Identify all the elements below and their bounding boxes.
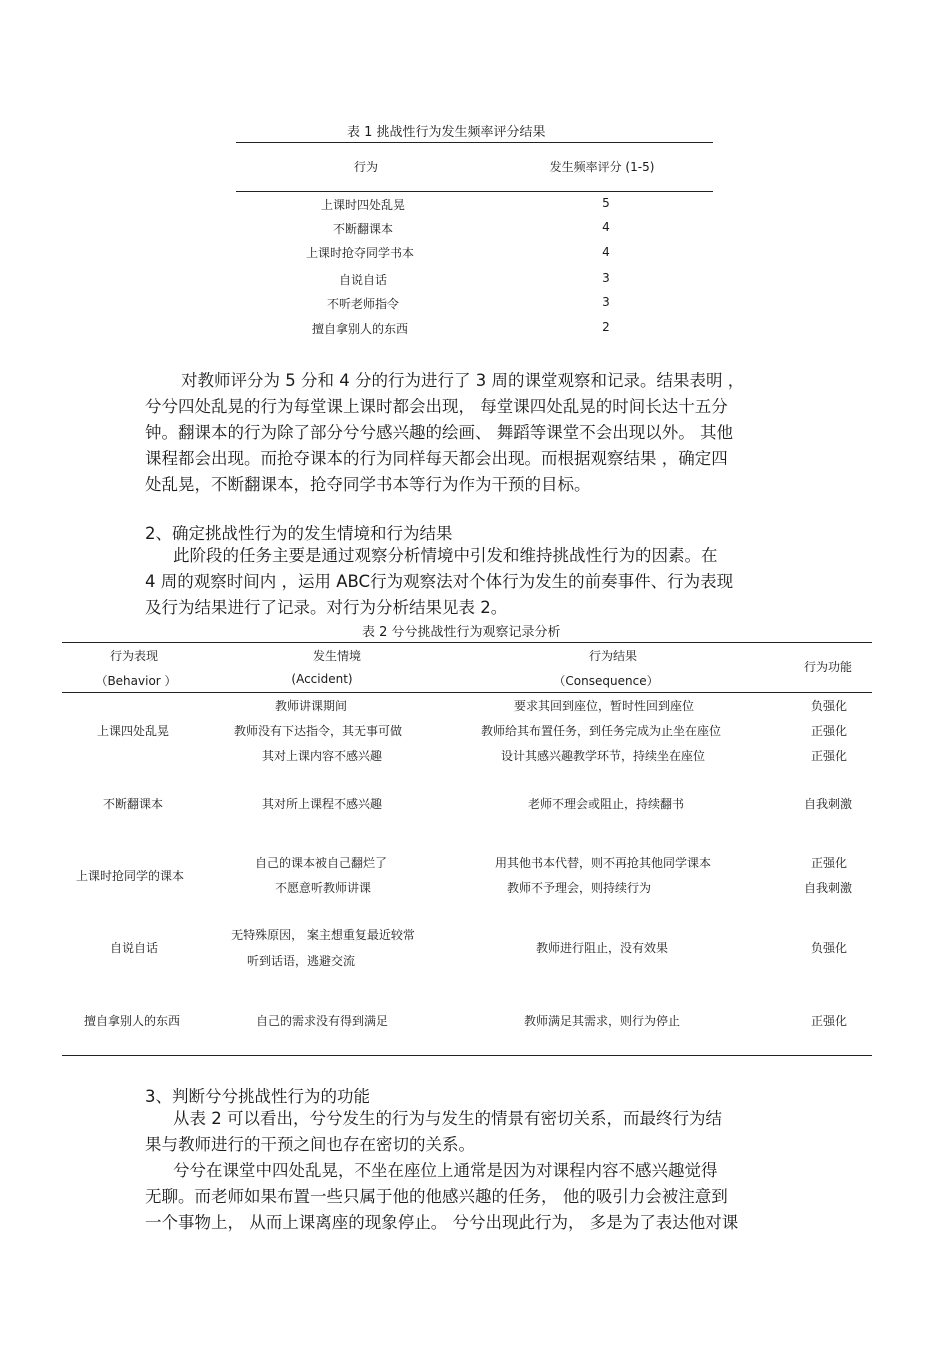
table2-accident: 其对所上课程不感兴趣 — [261, 797, 383, 811]
table1-row-score: 4 — [602, 245, 610, 259]
table2-top-rule — [62, 642, 872, 643]
table2-accident: 自己的课本被自己翻烂了 — [254, 856, 388, 870]
table2-function: 正强化 — [810, 1014, 848, 1028]
table2-function: 自我刺激 — [803, 881, 853, 895]
table2-header-behavior: 行为表现 — [109, 649, 159, 663]
table1-top-rule — [236, 142, 713, 143]
table1-row-score: 4 — [602, 220, 610, 234]
text-line: 此阶段的任务主要是通过观察分析情境中引发和维持挑战性行为的因素。在 — [173, 546, 718, 565]
text-line: 处乱晃，不断翻课本，抢夺同学书本等行为作为干预的目标。 — [145, 475, 591, 494]
table2-behavior: 自说自话 — [109, 941, 159, 955]
table2-accident: 听到话语，逃避交流 — [246, 954, 356, 968]
text-line: 果与教师进行的干预之间也存在密切的关系。 — [145, 1135, 475, 1154]
text-line: 4 周的观察时间内 ，运用 ABC行为观察法对个体行为发生的前奏事件、行为表现 — [145, 572, 734, 591]
table1-row-score: 2 — [602, 320, 610, 334]
table2-function: 正强化 — [810, 856, 848, 870]
table2-header-function: 行为功能 — [803, 660, 853, 674]
table2-consequence: 老师不理会或阻止，持续翻书 — [527, 797, 685, 811]
table2-behavior: 上课时抢同学的课本 — [75, 869, 185, 883]
text-line: 兮兮四处乱晃的行为每堂课上课时都会出现， 每堂课四处乱晃的时间长达十五分 — [145, 397, 728, 416]
paragraph-2 — [145, 543, 733, 621]
table2-consequence: 教师进行阻止，没有效果 — [535, 941, 669, 955]
table1-row-behavior: 不断翻课本 — [332, 222, 394, 236]
table1-row-behavior: 上课时抢夺同学书本 — [305, 246, 415, 260]
text-line: 及行为结果进行了记录。对行为分析结果见表 2。 — [145, 598, 508, 617]
table2-behavior: 上课四处乱晃 — [96, 724, 170, 738]
table2-accident: 其对上课内容不感兴趣 — [261, 749, 383, 763]
text-line: 对教师评分为 5 分和 4 分的行为进行了 3 周的课堂观察和记录。结果表明 ， — [181, 371, 745, 390]
text-line: 钟。翻课本的行为除了部分兮兮感兴趣的绘画、 舞蹈等课堂不会出现以外。 其他 — [145, 423, 733, 442]
paragraph-1 — [145, 368, 744, 498]
table2-header-accident: 发生情境 — [312, 649, 362, 663]
table2-header-behavior-en: （Behavior ） — [95, 674, 177, 688]
section-2-heading: 2、确定挑战性行为的发生情境和行为结果 — [145, 524, 453, 543]
table2-bottom-rule — [62, 1055, 872, 1056]
paragraph-3 — [145, 1106, 738, 1236]
text-line: 从表 2 可以看出，兮兮发生的行为与发生的情景有密切关系，而最终行为结 — [173, 1109, 722, 1128]
table2-consequence: 要求其回到座位，暂时性回到座位 — [513, 699, 695, 713]
table1-row-behavior: 上课时四处乱晃 — [320, 198, 406, 212]
table2-header-consequence: 行为结果 — [588, 649, 638, 663]
table2-consequence: 教师满足其需求，则行为停止 — [523, 1014, 681, 1028]
table2-accident: 不愿意听教师讲课 — [274, 881, 372, 895]
table2-function: 负强化 — [810, 699, 848, 713]
table2-header-consequence-en: （Consequence） — [553, 674, 659, 688]
table2-consequence: 教师不予理会，则持续行为 — [506, 881, 652, 895]
table1-row-behavior: 擅自拿别人的东西 — [311, 322, 409, 336]
table1-row-behavior: 不听老师指令 — [326, 297, 400, 311]
table2-header-rule — [62, 692, 872, 693]
table2-function: 正强化 — [810, 749, 848, 763]
table2-behavior: 不断翻课本 — [102, 797, 164, 811]
table1-row-score: 3 — [602, 271, 610, 285]
table1-row-score: 3 — [602, 295, 610, 309]
table1-header-rule — [236, 191, 713, 192]
table2-function: 负强化 — [810, 941, 848, 955]
table2-accident: 教师讲课期间 — [274, 699, 348, 713]
text-line: 一个事物上， 从而上课离座的现象停止。 兮兮出现此行为， 多是为了表达他对课 — [145, 1213, 739, 1232]
table2-function: 正强化 — [810, 724, 848, 738]
section-3-heading: 3、判断兮兮挑战性行为的功能 — [145, 1087, 370, 1106]
table2-consequence: 设计其感兴趣教学环节，持续坐在座位 — [500, 749, 706, 763]
table1-row-score: 5 — [602, 196, 610, 210]
table2-caption: 表 2 兮兮挑战性行为观察记录分析 — [362, 625, 561, 640]
table2-accident: 教师没有下达指令，其无事可做 — [233, 724, 403, 738]
table1-row-behavior: 自说自话 — [338, 273, 388, 287]
table2-consequence: 用其他书本代替，则不再抢其他同学课本 — [494, 856, 712, 870]
table1-header-score: 发生频率评分 (1-5) — [549, 160, 655, 174]
text-line: 兮兮在课堂中四处乱晃，不坐在座位上通常是因为对课程内容不感兴趣觉得 — [173, 1161, 718, 1180]
table2-accident: 自己的需求没有得到满足 — [255, 1014, 389, 1028]
table1-header-behavior: 行为 — [353, 160, 379, 174]
text-line: 课程都会出现。而抢夺课本的行为同样每天都会出现。而根据观察结果 ，确定四 — [145, 449, 728, 468]
table2-consequence: 教师给其布置任务，到任务完成为止坐在座位 — [480, 724, 722, 738]
table2-header-accident-en: (Accident) — [291, 672, 353, 686]
table2-behavior: 擅自拿别人的东西 — [83, 1014, 181, 1028]
table1-caption: 表 1 挑战性行为发生频率评分结果 — [347, 125, 546, 140]
table2-accident: 无特殊原因， 案主想重复最近较常 — [231, 928, 415, 942]
text-line: 无聊。而老师如果布置一些只属于他的他感兴趣的任务， 他的吸引力会被注意到 — [145, 1187, 728, 1206]
table2-function: 自我刺激 — [803, 797, 853, 811]
